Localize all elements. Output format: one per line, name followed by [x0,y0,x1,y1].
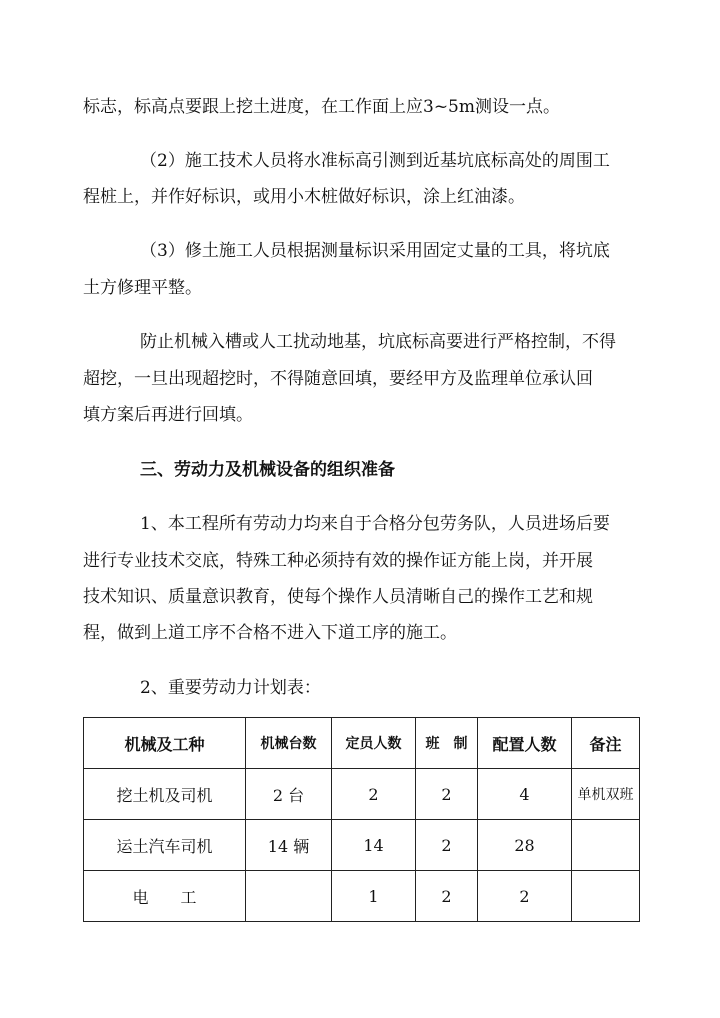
table-cell: 2 [416,871,478,922]
table-cell: 运土汽车司机 [84,820,246,871]
header-cell-staff-count: 定员人数 [332,718,416,769]
table-cell: 挖土机及司机 [84,769,246,820]
table-cell: 2 [332,769,416,820]
table-cell [572,871,640,922]
table-header-row [84,718,640,769]
table-cell: 2 [416,820,478,871]
table-cell: 单机双班 [572,769,640,820]
table-cell: 电 工 [84,871,246,922]
table-cell: 2 [478,871,572,922]
table-cell: 4 [478,769,572,820]
table-row [84,820,640,871]
paragraph-line: 填方案后再进行回填。 [83,405,253,425]
header-cell-type: 机械及工种 [84,718,246,769]
header-cell-assigned-count: 配置人数 [478,718,572,769]
header-cell-machine-count: 机械台数 [246,718,332,769]
labor-plan-table [83,717,640,922]
header-cell-remarks: 备注 [572,718,640,769]
paragraph-line: 土方修理平整。 [83,278,202,298]
table-cell [572,820,640,871]
paragraph-line: 技术知识、质量意识教育，使每个操作人员清晰自己的操作工艺和规 [83,587,593,607]
table-cell: 1 [332,871,416,922]
table-caption: 2、重要劳动力计划表： [140,678,321,698]
table-row [84,871,640,922]
table-cell: 2 台 [246,769,332,820]
paragraph-line: 进行专业技术交底，特殊工种必须持有效的操作证方能上岗，并开展 [83,551,593,571]
paragraph-line: 防止机械入槽或人工扰动地基，坑底标高要进行严格控制，不得 [140,332,616,352]
paragraph-line: （2）施工技术人员将水准标高引测到近基坑底标高处的周围工 [140,151,610,171]
paragraph-line: 程桩上，并作好标识，或用小木桩做好标识，涂上红油漆。 [83,187,525,207]
paragraph-line: 程，做到上道工序不合格不进入下道工序的施工。 [83,623,457,643]
table-cell [246,871,332,922]
paragraph-line: 标志，标高点要跟上挖土进度，在工作面上应3~5m测设一点。 [83,97,560,117]
table-cell: 14 [332,820,416,871]
paragraph-line: 超挖，一旦出现超挖时，不得随意回填，要经甲方及监理单位承认回 [83,369,593,389]
paragraph-line: 1、本工程所有劳动力均来自于合格分包劳务队，人员进场后要 [140,514,610,534]
paragraph-line: （3）修土施工人员根据测量标识采用固定丈量的工具，将坑底 [140,241,610,261]
table-cell: 2 [416,769,478,820]
table-cell: 14 辆 [246,820,332,871]
header-cell-shift: 班 制 [416,718,478,769]
table-cell: 28 [478,820,572,871]
table-row [84,769,640,820]
section-heading: 三、劳动力及机械设备的组织准备 [140,460,395,480]
